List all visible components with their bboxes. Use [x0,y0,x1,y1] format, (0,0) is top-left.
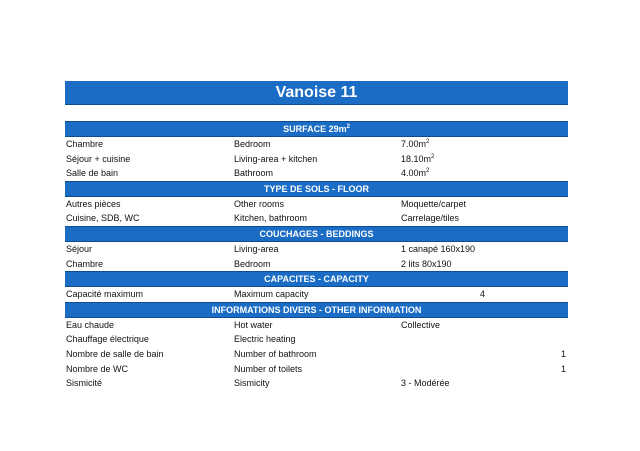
label-fr: Chambre [66,139,104,149]
table-row [65,166,568,181]
label-fr: Nombre de WC [66,363,129,374]
value-number: 4 [479,289,485,300]
beddings-header: COUCHAGES - BEDDINGS [65,226,568,242]
value-number: 1 [560,363,566,374]
table-row [65,197,568,212]
table-row [65,376,568,391]
label-fr: Cuisine, SDB, WC [66,213,140,224]
surface-header [65,121,568,137]
label-en: Number of bathroom [234,348,317,359]
label-fr: Nombre de salle de bain [66,348,164,359]
table-row [65,242,568,257]
table-row [65,137,568,152]
label-fr: Autres pièces [66,198,121,209]
value-text: 4.00m [401,168,427,179]
label-en: Maximum capacity [234,289,309,300]
surface-sup: 2 [346,124,350,130]
table-row [65,152,568,167]
value [401,347,568,362]
label-en: Other rooms [234,198,285,209]
table-row [65,287,568,302]
floor-header: TYPE DE SOLS - FLOOR [65,181,568,197]
label-en: Bedroom [234,139,271,149]
table-row [65,332,568,347]
table-row [65,211,568,226]
value [401,332,568,347]
value-sup: 2 [431,153,435,160]
label-en: Sismicity [234,378,270,389]
table-row [65,318,568,333]
label-fr: Chauffage électrique [66,334,149,345]
label-fr: Salle de bain [66,168,119,179]
surface-label: SURFACE 29m [283,124,347,134]
label-fr: Eau chaude [66,319,115,330]
value-number: 1 [560,348,566,359]
label-en: Bathroom [234,168,274,179]
label-en: Number of toilets [234,363,303,374]
value [401,287,568,302]
label-en: Bedroom [234,258,271,269]
value-sup: 2 [426,168,430,175]
value [401,362,568,377]
table-row [65,347,568,362]
value: Collective [401,319,441,330]
label-fr: Séjour [66,243,93,254]
value: 3 - Modérée [401,378,450,389]
spacer [65,105,568,121]
label-en: Kitchen, bathroom [234,213,308,224]
value [401,137,568,152]
value-sup: 2 [426,139,430,145]
value: 2 lits 80x190 [401,258,452,269]
table-row [65,257,568,272]
label-en: Electric heating [234,334,296,345]
label-fr: Chambre [66,258,104,269]
value: Moquette/carpet [401,198,467,209]
value-text: 18.10m [401,153,432,164]
page-title: Vanoise 11 [65,81,568,105]
label-fr: Capacité maximum [66,289,144,300]
value: Carrelage/tiles [401,213,460,224]
label-en: Hot water [234,319,273,330]
value [401,152,568,167]
label-fr: Séjour + cuisine [66,153,131,164]
value [401,166,568,181]
info-header: INFORMATIONS DIVERS - OTHER INFORMATION [65,302,568,318]
label-en: Living-area [234,243,279,254]
label-en: Living-area + kitchen [234,153,318,164]
value-text: 7.00m [401,139,427,149]
capacity-header: CAPACITES - CAPACITY [65,271,568,287]
property-sheet [65,81,568,391]
label-fr: Sismicité [66,378,103,389]
table-row [65,362,568,377]
value: 1 canapé 160x190 [401,243,476,254]
